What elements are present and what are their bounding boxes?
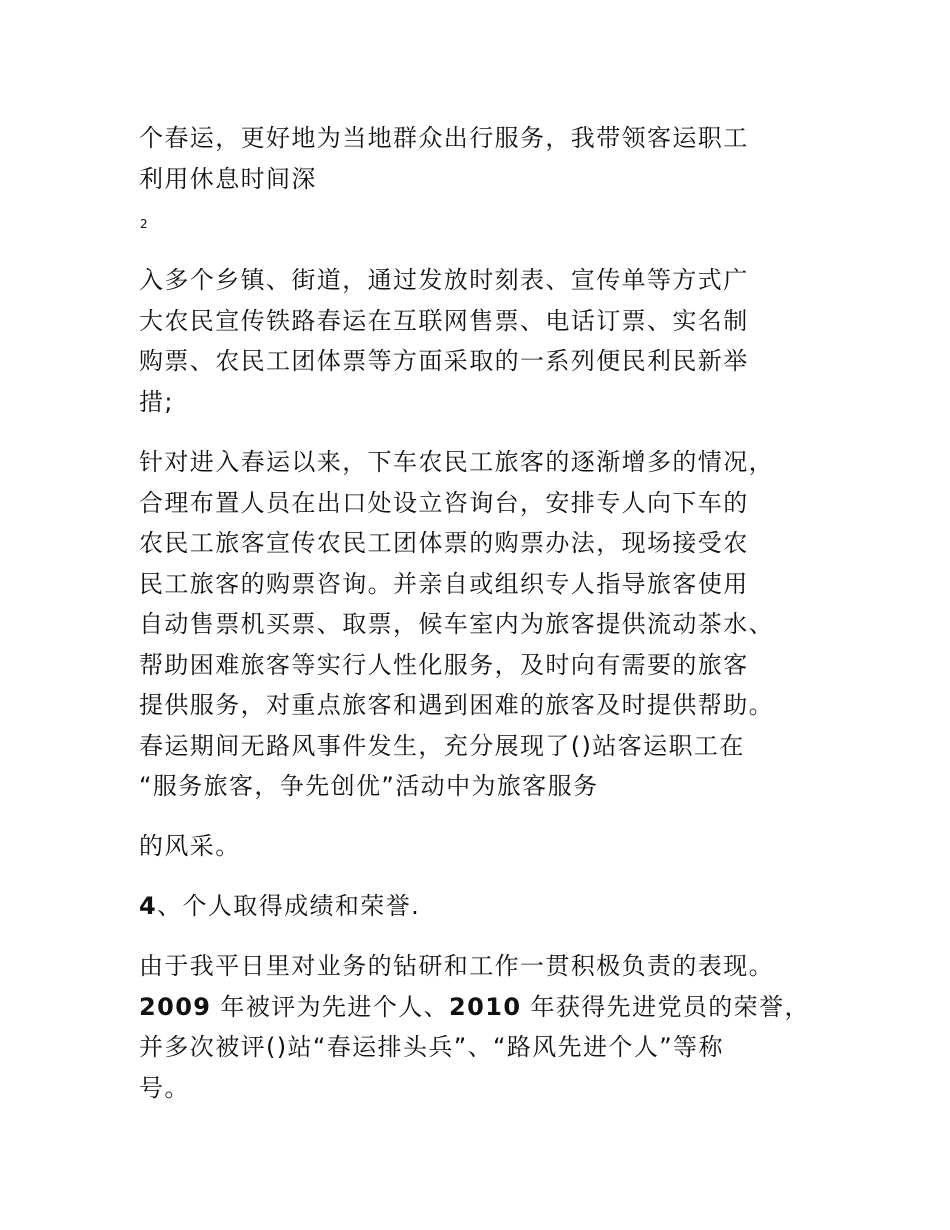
text-line: 合理布置人员在出口处设立咨询台，安排专人向下车的 bbox=[139, 489, 749, 517]
text-line: 帮助困难旅客等实行人性化服务，及时向有需要的旅客 bbox=[139, 651, 749, 679]
text-line: 大农民宣传铁路春运在互联网售票、电话订票、实名制 bbox=[139, 307, 749, 335]
text-line: 农民工旅客宣传农民工团体票的购票办法，现场接受农 bbox=[139, 529, 749, 557]
text-line: 针对进入春运以来，下车农民工旅客的逐渐增多的情况， bbox=[139, 448, 774, 476]
text-line: 号。 bbox=[139, 1074, 190, 1102]
text-line: 民工旅客的购票咨询。并亲自或组织专人指导旅客使用 bbox=[139, 570, 749, 598]
text-segment: 年获得先进党员的荣誉， bbox=[521, 993, 810, 1021]
text-line: 措; bbox=[139, 388, 174, 416]
text-line bbox=[139, 992, 810, 1022]
heading-text: 、个人取得成绩和荣誉. bbox=[157, 892, 421, 920]
text-line: 的风采。 bbox=[139, 832, 241, 860]
text-line: 并多次被评()站“春运排头兵”、“路风先进个人”等称 bbox=[139, 1033, 724, 1061]
text-line: 由于我平日里对业务的钻研和工作一贯积极负责的表现。 bbox=[139, 952, 774, 980]
year-2010: 2010 bbox=[449, 993, 522, 1021]
text-line: 入多个乡镇、街道，通过发放时刻表、宣传单等方式广 bbox=[139, 266, 749, 294]
section-heading bbox=[139, 891, 420, 921]
text-line: “服务旅客，争先创优”活动中为旅客服务 bbox=[139, 772, 599, 800]
year-2009: 2009 bbox=[139, 993, 212, 1021]
heading-number: 4 bbox=[139, 892, 158, 920]
text-segment: 年被评为先进个人、 bbox=[211, 993, 450, 1021]
text-line: 自动售票机买票、取票，候车室内为旅客提供流动茶水、 bbox=[139, 610, 774, 638]
text-line: 提供服务，对重点旅客和遇到困难的旅客及时提供帮助。 bbox=[139, 691, 774, 719]
text-line: 个春运，更好地为当地群众出行服务，我带领客运职工 bbox=[139, 124, 749, 152]
text-line: 利用休息时间深 bbox=[139, 165, 317, 193]
text-line: 春运期间无路风事件发生，充分展现了()站客运职工在 bbox=[139, 732, 745, 760]
page-number: 2 bbox=[140, 217, 148, 231]
text-line: 购票、农民工团体票等方面采取的一系列便民利民新举 bbox=[139, 347, 749, 375]
